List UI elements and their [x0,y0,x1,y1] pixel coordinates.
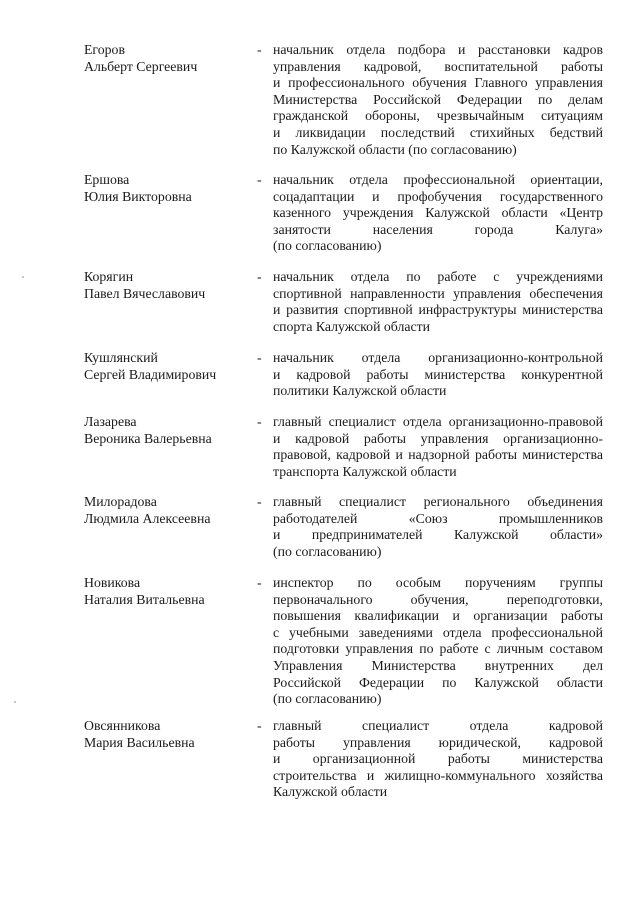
description-line: управления кадровой, воспитательной работы [273,58,603,74]
description-line: Калужской области [273,784,388,800]
description-line: политики Калужской области [273,383,447,399]
description-line: и организационной работы министерства [273,751,603,767]
position-description [273,350,603,400]
description-line: с учебными заведениями отдела профессиональной [273,624,603,640]
person-name [84,414,254,447]
dash-separator: - [257,718,262,733]
description-line: (по согласованию) [273,691,382,707]
position-description [273,494,603,560]
position-description [273,718,603,801]
description-line: и развития спортивной инфраструктуры министерства [273,302,603,318]
surname: Ершова [84,172,130,187]
surname: Лазарева [84,414,137,429]
description-line: главный специалист регионального объединения [273,494,603,509]
description-line: работы управления юридической, кадровой [273,734,603,750]
dash-separator: - [257,42,262,57]
given-name: Альберт Сергеевич [84,58,198,74]
description-line: (по согласованию) [273,543,382,559]
description-line: правовой, кадровой и надзорной работы министерства [273,447,603,463]
description-line: спортивной направленности управления обеспечения [273,285,603,301]
surname: Милорадова [84,494,157,509]
surname: Егоров [84,42,125,57]
dash-separator: - [257,350,262,365]
description-line: и ликвидации последствий стихийных бедствий [273,124,603,140]
position-description [273,42,603,158]
given-name: Мария Васильевна [84,734,195,750]
dash-separator: - [257,494,262,509]
dash-separator: - [257,414,262,429]
description-line: и предпринимателей Калужской области» [273,527,603,543]
description-line: Министерства Российской Федерации по делам [273,91,603,107]
position-description [273,575,603,708]
given-name: Сергей Владимирович [84,366,217,382]
person-name [84,718,254,751]
description-line: Российской Федерации по Калужской области [273,674,603,690]
description-line: и профессионального обучения Главного управления [273,75,603,91]
surname: Кушлянский [84,350,158,365]
description-line: (по согласованию) [273,238,382,254]
description-line: Управления Министерства внутренних дел [273,657,603,673]
dash-separator: - [257,172,262,187]
description-line: подготовки управления по работе с личным составом [273,641,603,657]
position-description [273,172,603,255]
given-name: Наталия Витальевна [84,591,205,607]
surname: Овсянникова [84,718,161,733]
description-line: казенного учреждения Калужской области «Центр [273,205,603,221]
person-name [84,42,254,75]
description-line: работодателей «Союз промышленников [273,510,603,526]
description-line: главный специалист отдела организационно-правовой [273,414,603,429]
given-name: Людмила Алексеевна [84,510,211,526]
person-name [84,575,254,608]
given-name: Вероника Валерьевна [84,430,212,446]
scan-speck [22,276,24,278]
surname: Новикова [84,575,141,590]
person-name [84,494,254,527]
given-name: Павел Вячеславович [84,285,206,301]
surname: Корягин [84,269,134,284]
description-line: повышения квалификации и организации работы [273,608,603,624]
description-line: главный специалист отдела кадровой [273,718,603,733]
description-line: гражданской обороны, чрезвычайным ситуациям [273,108,603,124]
person-name [84,172,254,205]
description-line: строительства и жилищно-коммунального хозяйства [273,767,603,783]
description-line: спорта Калужской области [273,318,431,334]
person-name [84,350,254,383]
description-line: начальник отдела по работе с учреждениями [273,269,603,284]
description-line: начальник отдела организационно-контрольной [273,350,603,365]
dash-separator: - [257,575,262,590]
given-name: Юлия Викторовна [84,188,192,204]
description-line: по Калужской области (по согласованию) [273,141,517,157]
description-line: транспорта Калужской области [273,463,457,479]
scan-speck [14,701,16,703]
description-line: начальник отдела профессиональной ориентации, [273,172,603,187]
description-line: начальник отдела подбора и расстановки кадров [273,42,603,57]
description-line: инспектор по особым поручениям группы [273,575,603,590]
person-name [84,269,254,302]
position-description [273,269,603,335]
position-description [273,414,603,480]
description-line: первоначального обучения, переподготовки, [273,591,603,607]
description-line: соцадаптации и профобучения государственного [273,188,603,204]
description-line: занятости населения города Калуга» [273,221,603,237]
dash-separator: - [257,269,262,284]
description-line: и кадровой работы министерства конкурентной [273,366,603,382]
description-line: и кадровой работы управления организационно- [273,430,603,446]
